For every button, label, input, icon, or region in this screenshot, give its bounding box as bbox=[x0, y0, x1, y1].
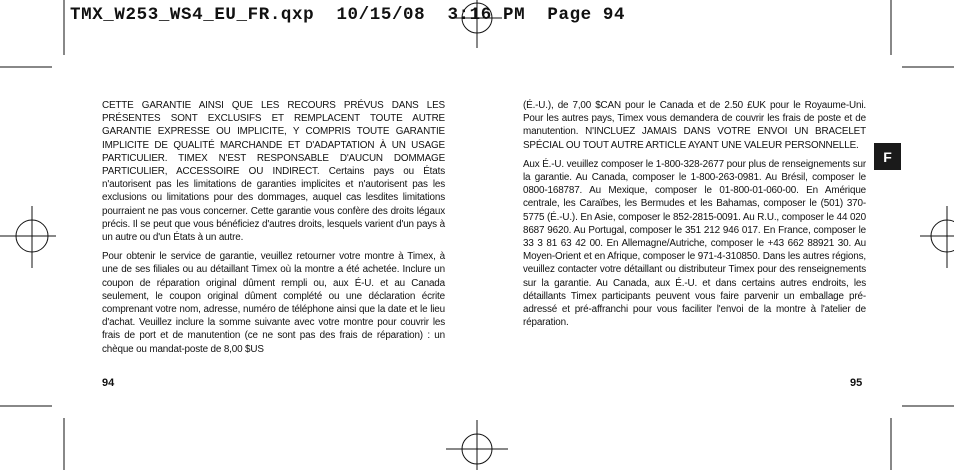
registration-mark-top bbox=[452, 0, 502, 48]
warranty-disclaimer-paragraph: CETTE GARANTIE AINSI QUE LES RECOURS PRÉVUS DANS LES PRÉSENTES SONT EXCLUSIFS ET REMPLACENT TOUTE AUTRE GARANTIE EXPRESSE OU IMPLICITE, Y COMPRIS TOUTE GARANTIE IMPLICITE DE QUALITÉ MARCHANDE ET D'ADAPTATION À UN USAGE PARTICULIER. TIMEX N'EST RESPONSABLE D'AUCUN DOMMAGE PARTICULIER, ACCESSOIRE OU INDIRECT. Certains pays ou États n'autorisent pas les limitations de garanties implicites et n'autorisent pas les exclusions ou limitations pour des dommages, auquel cas lesdites limitations pourraient ne pas vous concerner. Cette garantie vous confère des droits légaux précis. Il se peut que vous bénéficiez d'autres droits, lesquels varient d'un pays à un autre ou d'un États à un autre. bbox=[102, 100, 445, 244]
registration-mark-right bbox=[920, 206, 954, 268]
shipping-fees-paragraph: (É.-U.), de 7,00 $CAN pour le Canada et de 2.50 £UK pour le Royaume-Uni. Pour les autres pays, Timex vous demandera de couvrir les frais de poste et de manutention. N'INCLUEZ JAMAIS DANS VOTRE ENVOI UN BRACELET SPÉCIAL OU TOUT AUTRE ARTICLE AYANT UNE VALEUR PERSONNELLE. bbox=[523, 100, 866, 151]
registration-mark-left bbox=[0, 206, 56, 268]
left-page-text bbox=[102, 99, 445, 362]
contact-numbers-paragraph: Aux É.-U. veuillez composer le 1-800-328-2677 pour plus de renseignements sur la garantie. Au Canada, composer le 1-800-263-0981. Au Brésil, composer le 0800-168787. Au Mexique, composer le 01-800-01-060-00. En Amérique centrale, les Caraïbes, les Bermudes et les Bahamas, composer le (501) 370-5775 (É.-U.). En Asie, composer le 852-2815-0091. Au R.U., composer le 44 020 8687 9620. Au Portugal, composer le 351 212 946 017. En France, composer le 33 3 81 63 42 00. En Allemagne/Autriche, composer le +43 662 88921 30. Au Moyen-Orient et en Afrique, composer le 971-4-310850. Dans les autres régions, veuillez contacter votre détaillant ou distributeur Timex pour des renseignements sur la garantie. Au Canada, aux É.-U. et dans certains autres endroits, les détaillants Timex participants peuvent vous faire parvenir un emballage pré-adressé et pré-affranchi pour vous faciliter l'envoi de la montre à l'atelier de réparation. bbox=[523, 158, 866, 329]
warranty-service-paragraph: Pour obtenir le service de garantie, veuillez retourner votre montre à Timex, à une de ses filiales ou au détaillant Timex où la montre a été achetée. Inclure un coupon de réparation original dûment rempli ou, aux É-U. et au Canada seulement, le coupon original dûment complété ou une déclaration écrite comprenant votre nom, adresse, numéro de téléphone ainsi que la date et le lieu d'achat. Veuillez inclure la somme suivante avec votre montre pour couvrir les frais de port et de manutention (ce ne sont pas des frais de réparation) : un chèque ou mandat-poste de 8,00 $US bbox=[102, 251, 445, 355]
page-number-right: 95 bbox=[850, 377, 863, 389]
print-slug-line: TMX_W253_WS4_EU_FR.qxp 10/15/08 3:16 PM Page 94 bbox=[70, 5, 626, 25]
language-tab-french: F bbox=[874, 143, 901, 170]
right-page-text bbox=[523, 99, 866, 335]
page-number-left: 94 bbox=[102, 377, 115, 389]
registration-mark-bottom bbox=[446, 420, 508, 470]
